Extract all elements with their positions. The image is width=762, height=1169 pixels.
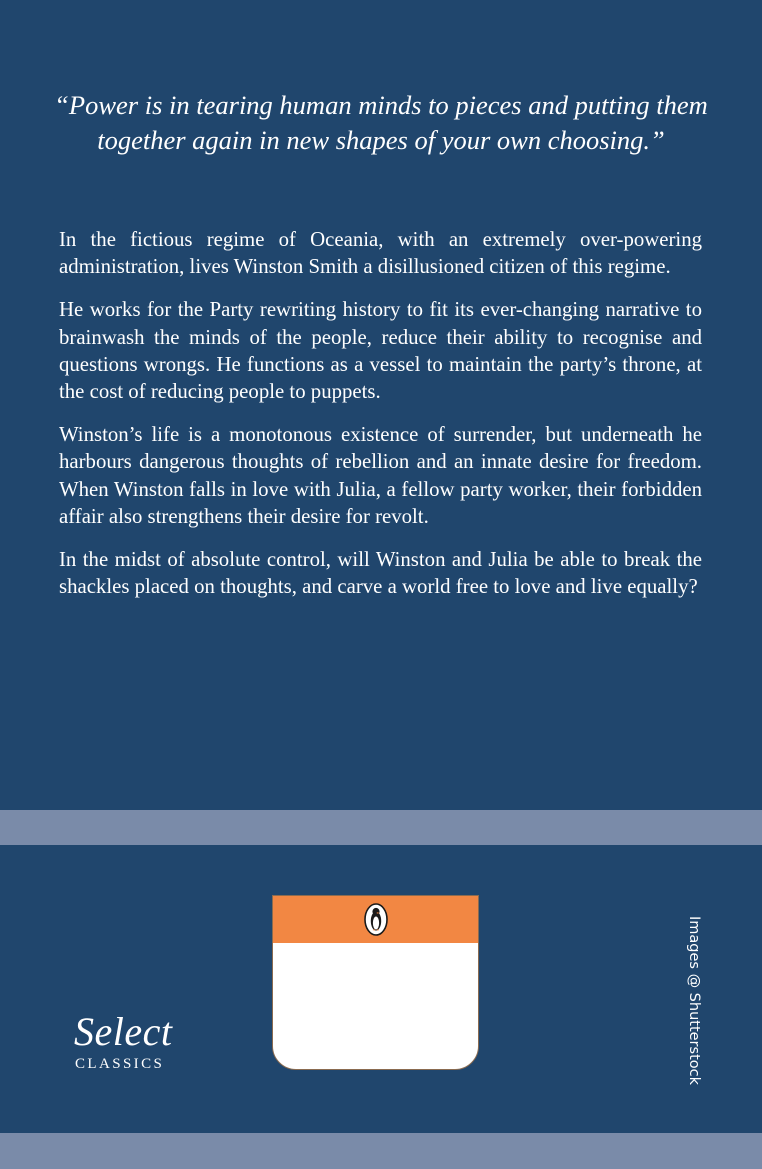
select-logo-text: Select: [74, 1009, 173, 1054]
cover-quote: “Power is in tearing human minds to pieces and putting them together again in new shapes of your own choosing.”: [54, 90, 708, 155]
publisher-logo-header: [273, 896, 478, 943]
blurb-paragraph: In the midst of absolute control, will Winston and Julia be able to break the shackles placed on thoughts, and carve a world free to love and live equally?: [59, 548, 702, 599]
classics-logo-text: CLASSICS: [75, 1056, 165, 1072]
blurb-paragraph: He works for the Party rewriting history to fit its ever-changing narrative to brainwash the minds of the people, reduce their ability to recognise and questions wrongs. He functions as a vessel to maintain the party’s throne, at the cost of reducing people to puppets.: [59, 298, 702, 404]
blurb-paragraph: In the fictious regime of Oceania, with an extremely over-powering administration, lives Winston Smith a disillusioned citizen of this regime.: [59, 228, 702, 279]
select-classics-logo: [74, 1009, 184, 1073]
top-band: [0, 810, 762, 845]
blurb-paragraph: Winston’s life is a monotonous existence of surrender, but underneath he harbours dangerous thoughts of rebellion and an innate desire for freedom. When Winston falls in love with Julia, a fellow party worker, their forbidden affair also strengthens their desire for revolt.: [59, 423, 702, 528]
bottom-band: [0, 1133, 762, 1169]
barcode-area: [272, 895, 479, 1070]
penguin-icon: [364, 903, 388, 936]
book-blurb: [59, 226, 702, 616]
image-credit: Images @ Shutterstock: [686, 916, 702, 1086]
